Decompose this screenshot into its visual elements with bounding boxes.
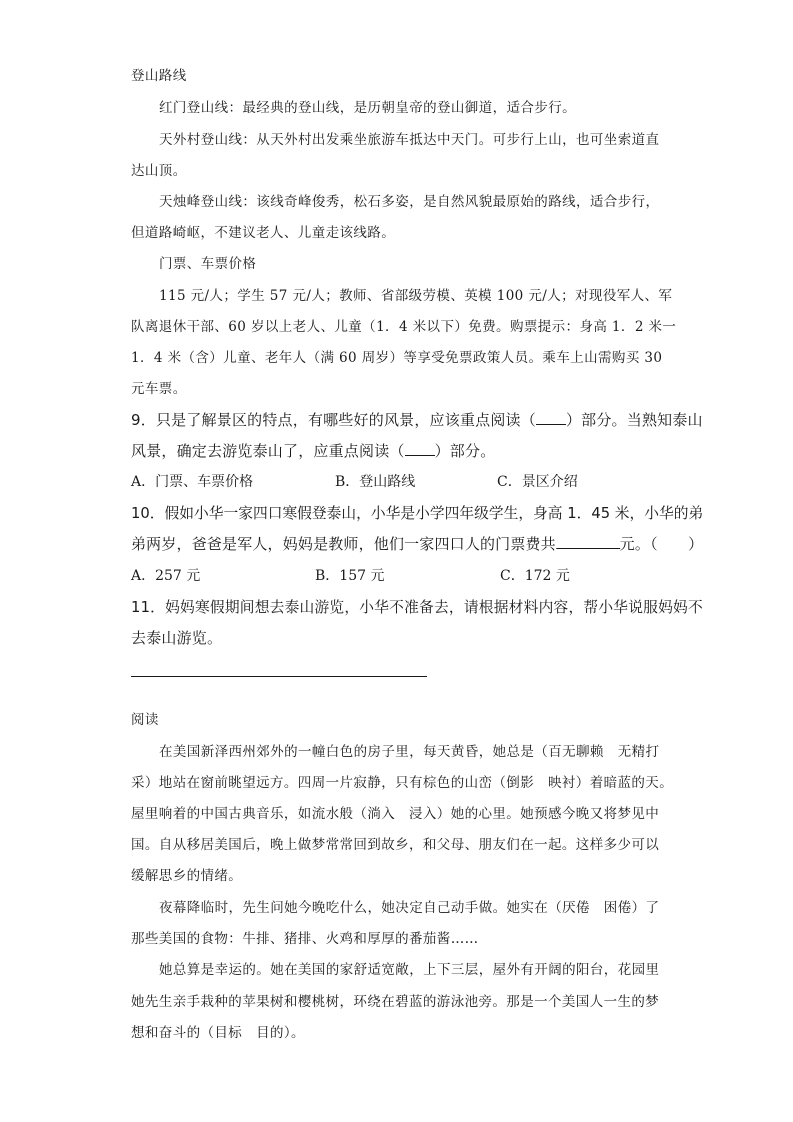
- reading-line: 夜幕降临时，先生问她今晚吃什么，她决定自己动手做。她实在（厌倦 困倦）了: [159, 900, 660, 916]
- price-line: 115 元/人；学生 57 元/人；教师、省部级劳模、英模 100 元/人；对现役军人、军: [159, 288, 673, 304]
- question-9-line: 风景，确定去游览泰山了，应重点阅读（ ）部分。: [131, 442, 496, 460]
- reading-heading: 阅读: [131, 712, 159, 728]
- option-a[interactable]: A．257 元: [131, 568, 201, 584]
- price-line: 元车票。: [131, 381, 187, 397]
- option-b[interactable]: B．登山路线: [335, 474, 416, 490]
- question-11-line: 去泰山游览。: [131, 629, 223, 647]
- price-line: 队离退休干部、60 岁以上老人、儿童（1．4 米以下）免费。购票提示：身高 1．2 米一: [131, 319, 677, 335]
- climb-line: 达山顶。: [131, 163, 187, 179]
- question-10-line: 10．假如小华一家四口寒假登泰山，小华是小学四年级学生，身高 1．45 米，小华的弟: [131, 504, 704, 522]
- question-10-line: 弟两岁，爸爸是军人，妈妈是教师，他们一家四口人的门票费共 元。（ ）: [131, 535, 704, 553]
- option-c[interactable]: C．景区介绍: [497, 474, 578, 490]
- option-c[interactable]: C．172 元: [500, 568, 570, 584]
- option-b[interactable]: B．157 元: [315, 568, 385, 584]
- reading-line: 采）地站在窗前眺望远方。四周一片寂静，只有棕色的山峦（倒影 映衬）着暗蓝的天。: [131, 775, 674, 791]
- reading-line: 屋里响着的中国古典音乐，如流水般（淌入 浸入）她的心里。她预感今晚又将梦见中: [131, 806, 660, 822]
- reading-line: 缓解思乡的情绪。: [131, 868, 243, 884]
- climb-heading: 登山路线: [131, 68, 187, 84]
- price-line: 1．4 米（含）儿童、老年人（满 60 周岁）等享受免票政策人员。乘车上山需购买 30: [131, 350, 663, 366]
- answer-line[interactable]: [131, 676, 427, 677]
- reading-line: 她总算是幸运的。她在美国的家舒适宽敞，上下三层，屋外有开阔的阳台，花园里: [159, 962, 660, 978]
- climb-line: 天外村登山线：从天外村出发乘坐旅游车抵达中天门。可步行上山，也可坐索道直: [159, 132, 660, 148]
- reading-line: 在美国新泽西州郊外的一幢白色的房子里，每天黄昏，她总是（百无聊赖 无精打: [159, 744, 660, 760]
- reading-line: 她先生亲手栽种的苹果树和樱桃树，环绕在碧蓝的游泳池旁。那是一个美国人一生的梦: [131, 994, 660, 1010]
- climb-line: 红门登山线：最经典的登山线，是历朝皇帝的登山御道，适合步行。: [159, 100, 576, 116]
- answer-blank[interactable]: [405, 441, 435, 456]
- price-heading: 门票、车票价格: [159, 256, 257, 272]
- answer-blank[interactable]: [536, 410, 566, 425]
- question-11-line: 11．妈妈寒假期间想去泰山游览，小华不准备去，请根据材料内容，帮小华说服妈妈不: [131, 598, 703, 616]
- climb-line: 但道路崎岖，不建议老人、儿童走该线路。: [131, 225, 396, 241]
- answer-blank[interactable]: [556, 534, 620, 549]
- question-9-line: 9．只是了解景区的特点，有哪些好的风景，应该重点阅读（ ）部分。当熟知泰山: [131, 411, 703, 429]
- reading-line: 想和奋斗的（目标 目的）。: [131, 1025, 305, 1041]
- option-a[interactable]: A．门票、车票价格: [131, 474, 254, 490]
- reading-line: 国。自从移居美国后，晚上做梦常常回到故乡，和父母、朋友们在一起。这样多少可以: [131, 837, 660, 853]
- climb-line: 天烛峰登山线：该线奇峰俊秀，松石多姿，是自然风貌最原始的路线，适合步行，: [159, 194, 660, 210]
- reading-line: 那些美国的食物：牛排、猪排、火鸡和厚厚的番茄酱……: [131, 931, 479, 947]
